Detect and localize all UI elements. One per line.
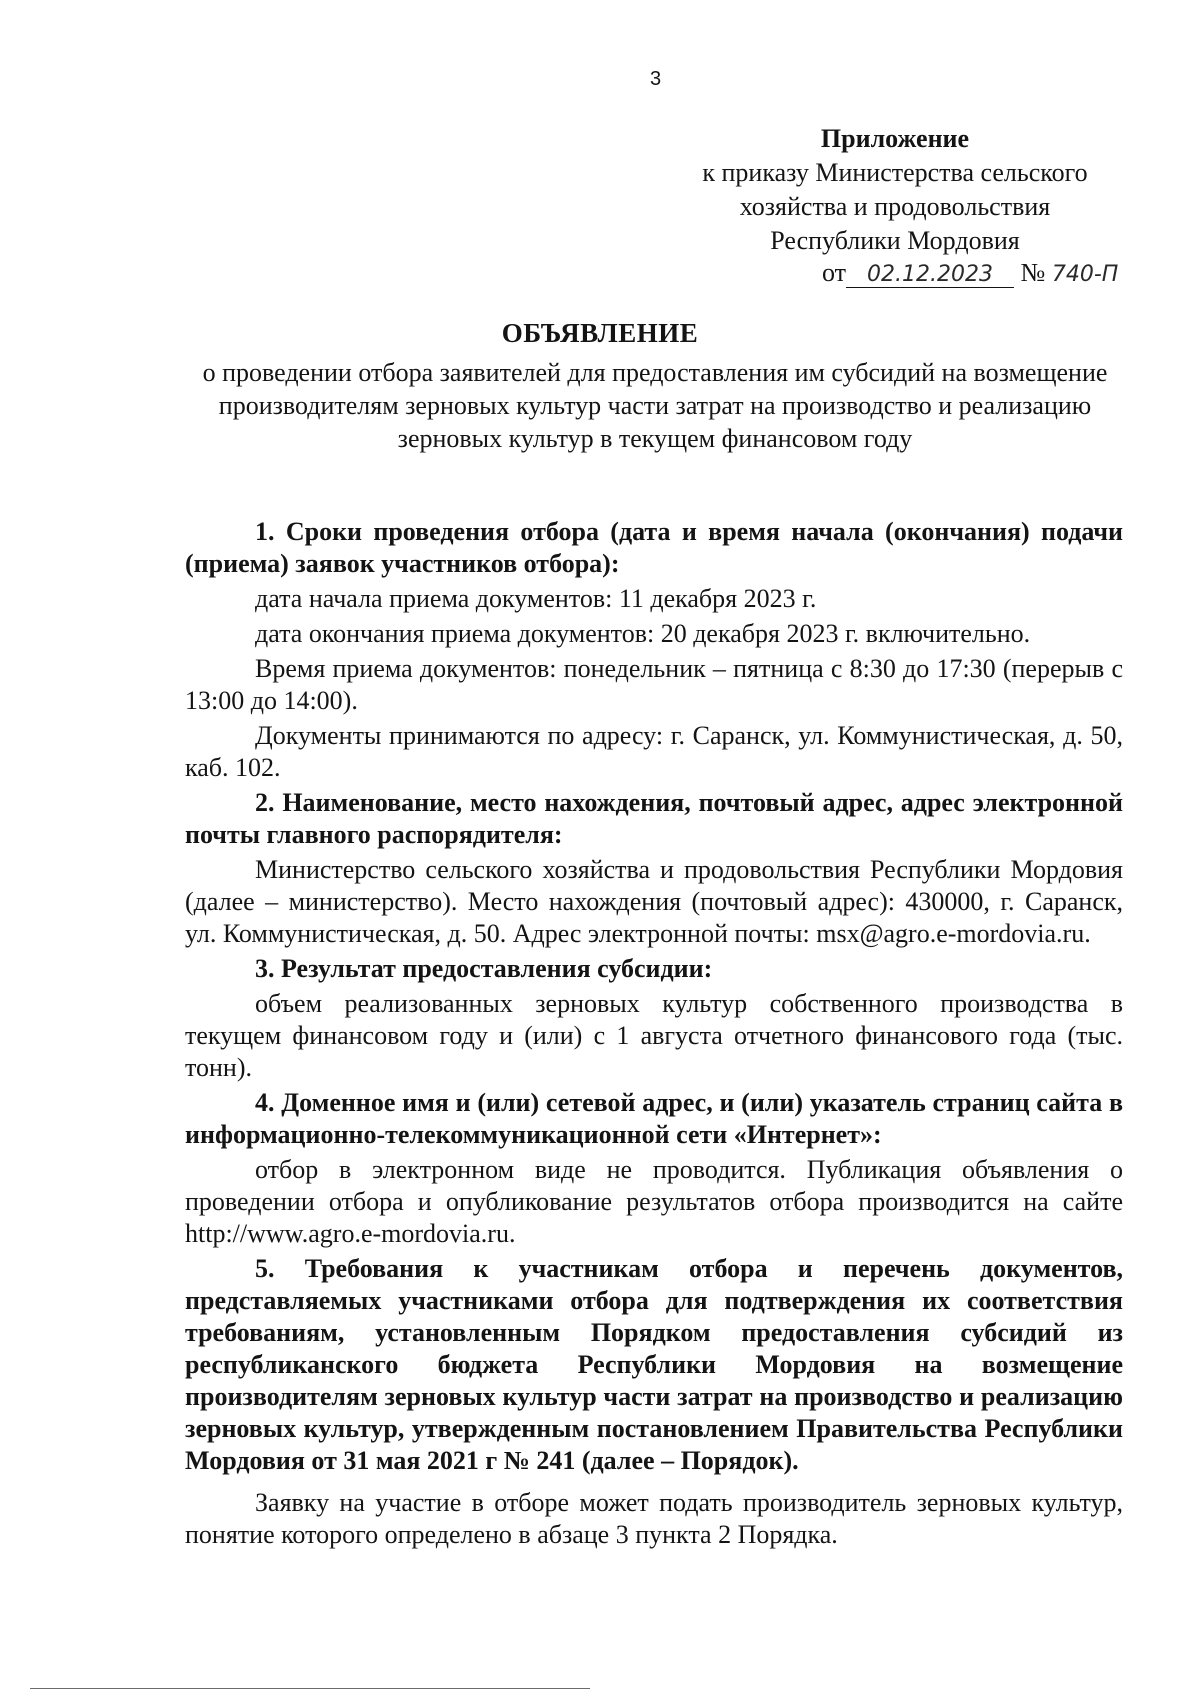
document-body xyxy=(185,516,1123,1554)
appendix-line-3: Республики Мордовия xyxy=(770,226,1020,255)
appendix-block xyxy=(660,122,1130,258)
section-3-paragraph-1: объем реализованных зерновых культур собственного производства в текущем финансовом году и (или) с 1 августа отчетного финансового года (тыс. тонн). xyxy=(185,989,1123,1082)
order-date-prefix: от xyxy=(822,258,847,287)
section-5-title: 5. Требования к участникам отбора и перечень документов, представляемых участниками отбора для подтверждения их соответствия требованиям, установленным Порядком предоставления субсидий из республиканского бюджета Республики Мордовия на возмещение производителям зерновых культур части затрат на производство и реализацию зерновых культур, утвержденным постановлением Правительства Республики Мордовия от 31 мая 2021 г № 241 (далее – Порядок). xyxy=(185,1254,1123,1475)
section-1-paragraph-4: Документы принимаются по адресу: г. Саранск, ул. Коммунистическая, д. 50, каб. 102. xyxy=(185,721,1123,782)
section-4-paragraph-1: отбор в электронном виде не проводится. Публикация объявления о проведении отбора и опубликование результатов отбора производится на сайте http://www.agro.e-mordovia.ru. xyxy=(185,1155,1123,1248)
order-date-field xyxy=(846,261,1014,288)
section-5-paragraph-1: Заявку на участие в отборе может подать производитель зерновых культур, понятие которого определено в абзаце 3 пункта 2 Порядка. xyxy=(185,1488,1123,1549)
section-1-paragraph-3: Время приема документов: понедельник – пятница с 8:30 до 17:30 (перерыв с 13:00 до 14:00). xyxy=(185,654,1123,715)
bottom-divider xyxy=(30,1688,590,1689)
section-4-title: 4. Доменное имя и (или) сетевой адрес, и (или) указатель страниц сайта в информационно-телекоммуникационной сети «Интернет»: xyxy=(185,1088,1123,1149)
page-number: 3 xyxy=(650,68,662,90)
section-1-title: 1. Сроки проведения отбора (дата и время начала (окончания) подачи (приема) заявок участников отбора): xyxy=(185,517,1123,578)
document-heading: ОБЪЯВЛЕНИЕ xyxy=(501,318,699,348)
section-1-paragraph-2: дата окончания приема документов: 20 декабря 2023 г. включительно. xyxy=(255,619,1031,648)
order-number-handwritten: 740-П xyxy=(1051,262,1119,287)
section-1-paragraph-1: дата начала приема документов: 11 декабря 2023 г. xyxy=(255,584,817,613)
order-number-sign: № xyxy=(1020,258,1046,287)
order-date-handwritten: 02.12.2023 xyxy=(867,262,994,287)
appendix-title: Приложение xyxy=(820,124,970,153)
section-2-paragraph-1: Министерство сельского хозяйства и продовольствия Республики Мордовия (далее – министерство). Место нахождения (почтовый адрес): 430000, г. Саранск, ул. Коммунистическая, д. 50. Адрес электронной почты: msx@agro.e-mordovia.ru. xyxy=(185,855,1123,948)
section-3-title: 3. Результат предоставления субсидии: xyxy=(255,954,713,983)
document-subheading: о проведении отбора заявителей для предоставления им субсидий на возмещение производителям зерновых культур части затрат на производство и реализацию зерновых культур в текущем финансовом году xyxy=(202,358,1108,453)
order-date-number-line xyxy=(822,258,1118,288)
section-2-title: 2. Наименование, место нахождения, почтовый адрес, адрес электронной почты главного распорядителя: xyxy=(185,788,1123,849)
appendix-line-2: хозяйства и продовольствия xyxy=(739,192,1051,221)
appendix-line-1: к приказу Министерства сельского xyxy=(702,158,1088,187)
